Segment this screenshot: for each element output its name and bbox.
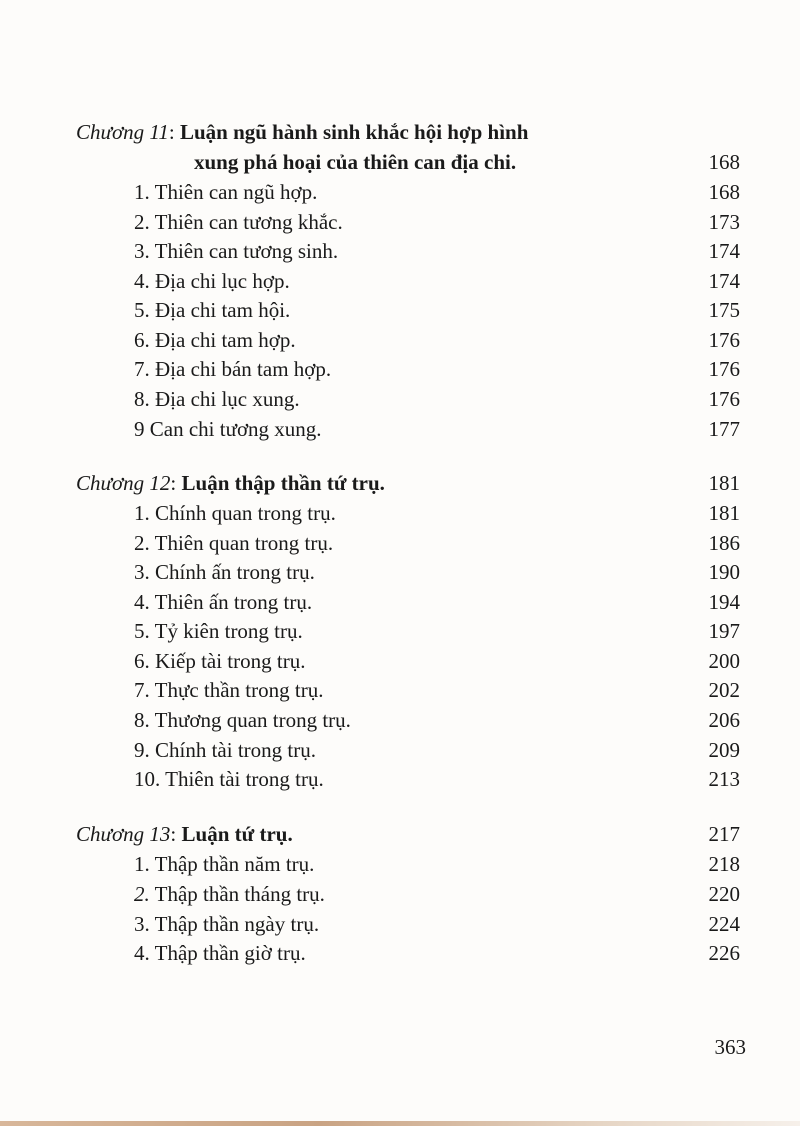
- entry-page: 202: [708, 678, 740, 702]
- entry-number: 6.: [134, 649, 150, 673]
- entry-text: Thập thần ngày trụ.: [154, 912, 320, 936]
- chapter-title: Luận ngũ hành sinh khắc hội hợp hình: [179, 120, 529, 144]
- entry-number: 5.: [134, 619, 150, 643]
- entry-page: 226: [708, 941, 740, 965]
- entry-text: Thập thần tháng trụ.: [154, 882, 325, 906]
- entry-page: 200: [708, 649, 740, 673]
- entry-page: 197: [708, 619, 740, 643]
- entry-number: 7.: [134, 678, 150, 702]
- toc-entry: [0, 236, 800, 266]
- chapter-title: Luận tứ trụ.: [181, 822, 293, 846]
- entry-number: 1.: [134, 180, 150, 204]
- entry-page: 209: [708, 738, 740, 762]
- entry-page: 174: [708, 239, 740, 263]
- entry-number: 3.: [134, 560, 150, 584]
- toc-entry: [0, 266, 800, 296]
- entry-page: 218: [708, 852, 740, 876]
- entry-text: Thiên can tương khắc.: [154, 210, 343, 234]
- chapter-13-heading: Chương 13: Luận tứ trụ. 217: [0, 819, 800, 849]
- entry-number: 1.: [134, 852, 150, 876]
- entry-number: 10.: [134, 767, 161, 791]
- toc-entry: [0, 414, 800, 444]
- entry-text: Địa chi bán tam hợp.: [155, 357, 332, 381]
- toc-entry: [0, 384, 800, 414]
- entry-number: 7.: [134, 357, 150, 381]
- chapter-11-heading-cont: [0, 147, 800, 177]
- chapter-page: 168: [708, 150, 740, 174]
- entry-number: 4.: [134, 590, 150, 614]
- chapter-page: 217: [708, 822, 740, 846]
- entry-number: 4.: [134, 269, 150, 293]
- entry-page: 176: [708, 328, 740, 352]
- entry-text: Thiên quan trong trụ.: [154, 531, 334, 555]
- entry-page: 224: [708, 912, 740, 936]
- chapter-label: Chương 13: [76, 822, 171, 846]
- chapter-title: Luận thập thần tứ trụ.: [181, 471, 385, 495]
- toc-entry: [0, 764, 800, 794]
- entry-page: 220: [708, 882, 740, 906]
- chapter-title-cont: xung phá hoại của thiên can địa chi.: [194, 150, 517, 174]
- entry-text: Thiên ấn trong trụ.: [154, 590, 313, 614]
- toc-entry: [0, 207, 800, 237]
- entry-number: 2.: [134, 882, 150, 906]
- entry-text: Can chi tương xung.: [149, 417, 322, 441]
- entry-text: Thiên can ngũ hợp.: [154, 180, 318, 204]
- entry-number: 3.: [134, 912, 150, 936]
- entry-page: 206: [708, 708, 740, 732]
- entry-text: Chính quan trong trụ.: [155, 501, 336, 525]
- toc-entry: [0, 528, 800, 558]
- toc-entry: [0, 938, 800, 968]
- toc-entry: [0, 646, 800, 676]
- entry-text: Chính tài trong trụ.: [155, 738, 316, 762]
- entry-text: Địa chi lục hợp.: [155, 269, 290, 293]
- entry-number: 2.: [134, 531, 150, 555]
- toc-entry: [0, 557, 800, 587]
- entry-number: 9.: [134, 738, 150, 762]
- entry-number: 5.: [134, 298, 150, 322]
- entry-text: Thương quan trong trụ.: [154, 708, 351, 732]
- toc-entry: [0, 616, 800, 646]
- entry-number: 2.: [134, 210, 150, 234]
- entry-page: 186: [708, 531, 740, 555]
- chapter-11-heading: Chương 11: Luận ngũ hành sinh khắc hội hợp hình: [76, 120, 529, 144]
- chapter-page: 181: [708, 471, 740, 495]
- toc-entry: [0, 325, 800, 355]
- chapter-12-heading: Chương 12: Luận thập thần tứ trụ. 181: [0, 468, 800, 498]
- entry-text: Tỷ kiên trong trụ.: [154, 619, 303, 643]
- entry-number: 8.: [134, 387, 150, 411]
- toc-entry: [0, 354, 800, 384]
- page-edge: [0, 1121, 800, 1126]
- entry-text: Thực thần trong trụ.: [154, 678, 324, 702]
- entry-text: Chính ấn trong trụ.: [155, 560, 315, 584]
- entry-text: Địa chi tam hợp.: [155, 328, 296, 352]
- entry-page: 181: [708, 501, 740, 525]
- toc-entry: [0, 295, 800, 325]
- entry-page: 176: [708, 357, 740, 381]
- chapter-label: Chương 11: [76, 120, 169, 144]
- entry-page: 175: [708, 298, 740, 322]
- entry-page: 173: [708, 210, 740, 234]
- entry-page: 168: [708, 180, 740, 204]
- entry-text: Kiếp tài trong trụ.: [155, 649, 306, 673]
- toc-entry: [0, 879, 800, 909]
- toc-entry: [0, 498, 800, 528]
- chapter-label: Chương 12: [76, 471, 171, 495]
- toc-entry: [0, 587, 800, 617]
- entry-page: 194: [708, 590, 740, 614]
- toc-entry: [0, 735, 800, 765]
- entry-page: 174: [708, 269, 740, 293]
- entry-number: 8.: [134, 708, 150, 732]
- toc-entry: [0, 705, 800, 735]
- entry-text: Thập thần năm trụ.: [154, 852, 315, 876]
- entry-text: Thiên tài trong trụ.: [165, 767, 324, 791]
- page-number: 363: [714, 1035, 746, 1059]
- entry-number: 1.: [134, 501, 150, 525]
- entry-text: Địa chi tam hội.: [155, 298, 291, 322]
- entry-number: 4.: [134, 941, 150, 965]
- toc-entry: [0, 909, 800, 939]
- entry-page: 213: [708, 767, 740, 791]
- toc-entry: [0, 177, 800, 207]
- entry-page: 190: [708, 560, 740, 584]
- entry-page: 177: [708, 417, 740, 441]
- entry-text: Địa chi lục xung.: [155, 387, 300, 411]
- entry-number: 3.: [134, 239, 150, 263]
- entry-number: 9: [134, 417, 145, 441]
- toc-entry: [0, 849, 800, 879]
- toc-entry: [0, 675, 800, 705]
- entry-text: Thập thần giờ trụ.: [154, 941, 306, 965]
- entry-page: 176: [708, 387, 740, 411]
- entry-number: 6.: [134, 328, 150, 352]
- entry-text: Thiên can tương sinh.: [154, 239, 339, 263]
